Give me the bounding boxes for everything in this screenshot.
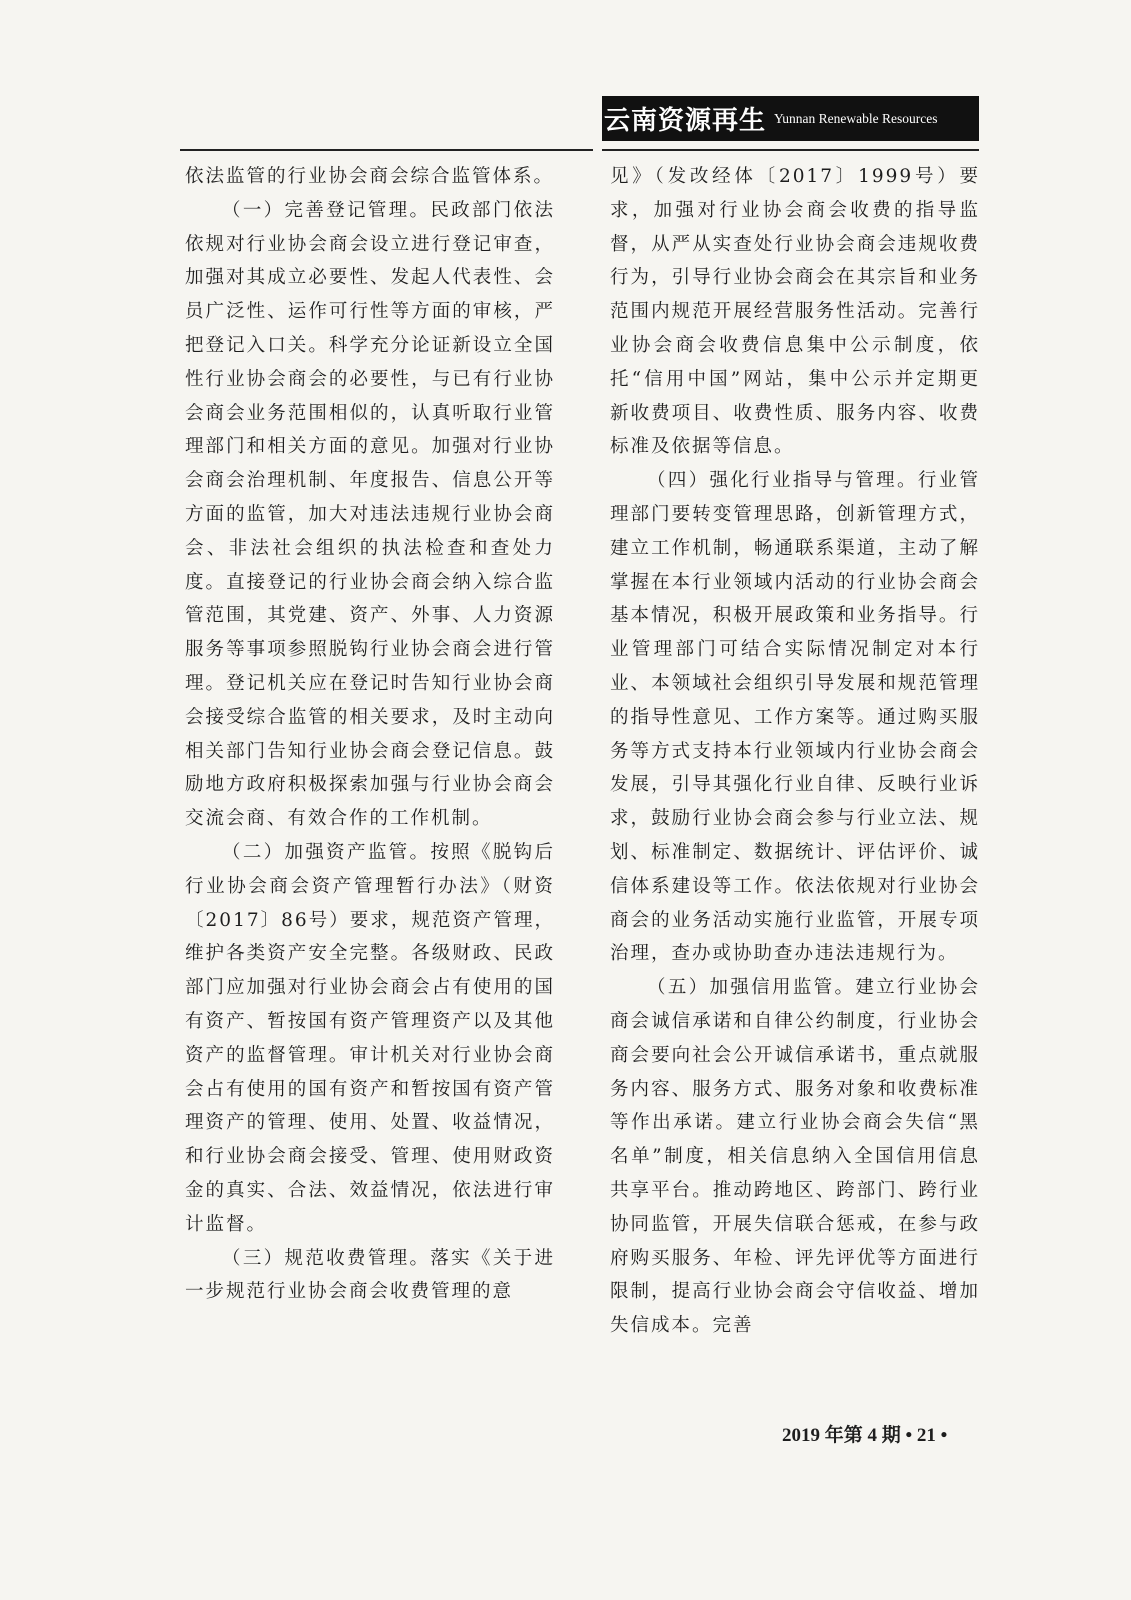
magazine-title: 云南资源再生: [604, 106, 767, 136]
masthead: [602, 96, 979, 141]
paragraph: 见》（发改经体〔2017〕1999号）要求，加强对行业协会商会收费的指导监督，从严从实查处行业协会商会违规收费行为，引导行业协会商会在其宗旨和业务范围内规范开展经营服务性活动。完善行业协会商会收费信息集中公示制度，依托“信用中国”网站，集中公示并定期更新收费项目、收费性质、服务内容、收费标准及依据等信息。: [610, 166, 980, 458]
paragraph: 依法监管的行业协会商会综合监管体系。: [185, 166, 555, 187]
page-footer-issue: 2019 年第 4 期 • 21 •: [782, 1425, 948, 1446]
paragraph: （三）规范收费管理。落实《关于进一步规范行业协会商会收费管理的意: [185, 1247, 555, 1303]
magazine-title-english: Yunnan Renewable Resources: [774, 110, 938, 126]
header-rule-right: [602, 149, 979, 151]
header-rule-left: [180, 149, 593, 151]
left-column: [185, 160, 555, 1309]
paragraph: （五）加强信用监管。建立行业协会商会诚信承诺和自律公约制度，行业协会商会要向社会公开诚信承诺书，重点就服务内容、服务方式、服务对象和收费标准等作出承诺。建立行业协会商会失信“黑名单”制度，相关信息纳入全国信用信息共享平台。推动跨地区、跨部门、跨行业协同监管，开展失信联合惩戒，在参与政府购买服务、年检、评先评优等方面进行限制，提高行业协会商会守信收益、增加失信成本。完善: [610, 977, 980, 1337]
paragraph: （一）完善登记管理。民政部门依法依规对行业协会商会设立进行登记审查，加强对其成立必要性、发起人代表性、会员广泛性、运作可行性等方面的审核，严把登记入口关。科学充分论证新设立全国性行业协会商会的必要性，与已有行业协会商会业务范围相似的，认真听取行业管理部门和相关方面的意见。加强对行业协会商会治理机制、年度报告、信息公开等方面的监管，加大对违法违规行业协会商会、非法社会组织的执法检查和查处力度。直接登记的行业协会商会纳入综合监管范围，其党建、资产、外事、人力资源服务等事项参照脱钩行业协会商会进行管理。登记机关应在登记时告知行业协会商会接受综合监管的相关要求，及时主动向相关部门告知行业协会商会登记信息。鼓励地方政府积极探索加强与行业协会商会交流会商、有效合作的工作机制。: [185, 199, 555, 830]
paragraph: （二）加强资产监管。按照《脱钩后行业协会商会资产管理暂行办法》（财资〔2017〕86号）要求，规范资产管理，维护各类资产安全完整。各级财政、民政部门应加强对行业协会商会占有使用的国有资产、暂按国有资产管理资产以及其他资产的监督管理。审计机关对行业协会商会占有使用的国有资产和暂按国有资产管理资产的管理、使用、处置、收益情况，和行业协会商会接受、管理、使用财政资金的真实、合法、效益情况，依法进行审计监督。: [185, 841, 555, 1235]
paragraph: （四）强化行业指导与管理。行业管理部门要转变管理思路，创新管理方式，建立工作机制，畅通联系渠道，主动了解掌握在本行业领域内活动的行业协会商会基本情况，积极开展政策和业务指导。行业管理部门可结合实际情况制定对本行业、本领域社会组织引导发展和规范管理的指导性意见、工作方案等。通过购买服务等方式支持本行业领域内行业协会商会发展，引导其强化行业自律、反映行业诉求，鼓励行业协会商会参与行业立法、规划、标准制定、数据统计、评估评价、诚信体系建设等工作。依法依规对行业协会商会的业务活动实施行业监管，开展专项治理，查办或协助查办违法违规行为。: [610, 470, 980, 965]
right-column: [610, 160, 980, 1343]
